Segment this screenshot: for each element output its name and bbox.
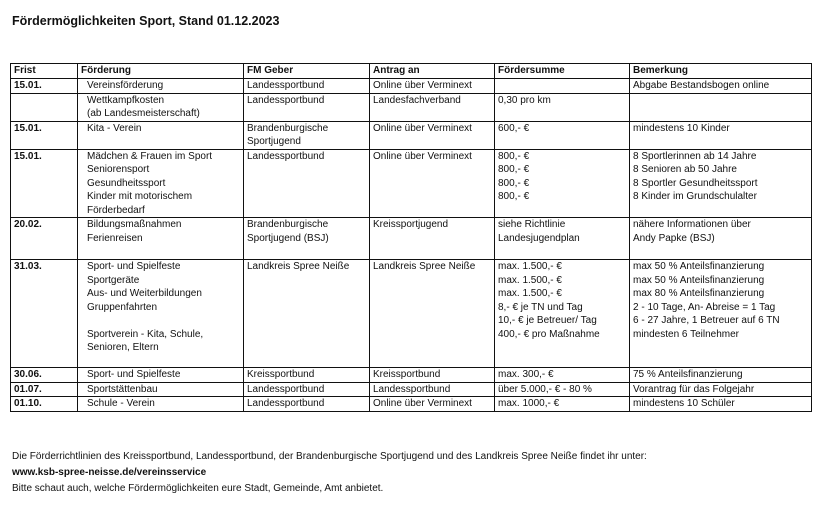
cell-line: Online über Verminext xyxy=(373,398,472,409)
cell-line: max. 300,- € xyxy=(498,369,554,380)
cell-line: Ferienreisen xyxy=(87,232,143,244)
cell-line: 8 Kinder im Grundschulalter xyxy=(633,191,757,202)
cell-line: Landessportbund xyxy=(373,383,451,395)
cell-line xyxy=(633,94,808,108)
cell-line: 75 % Anteilsfinanzierung xyxy=(633,369,743,380)
cell-line: Brandenburgische xyxy=(247,219,329,230)
cell-line: Landkreis Spree Neiße xyxy=(247,261,350,272)
cell-bemerkung xyxy=(630,79,812,94)
column-header-antrag-an: Antrag an xyxy=(370,64,495,79)
cell-line: 600,- € xyxy=(498,122,530,134)
cell-line: Abgabe Bestandsbogen online xyxy=(633,80,770,91)
cell-antrag-an xyxy=(370,260,495,368)
cell-line xyxy=(81,314,240,328)
cell-antrag-an xyxy=(370,79,495,94)
cell-line: Andy Papke (BSJ) xyxy=(633,232,715,244)
cell-foerderung xyxy=(78,260,244,368)
column-header-frist: Frist xyxy=(11,64,78,79)
cell-bemerkung xyxy=(630,382,812,397)
cell-line: Landessportbund xyxy=(247,398,325,409)
cell-line: max. 1000,- € xyxy=(498,398,560,409)
column-header-fm-geber: FM Geber xyxy=(244,64,370,79)
cell-frist: 15.01. xyxy=(11,79,78,94)
cell-antrag-an xyxy=(370,368,495,383)
cell-bemerkung xyxy=(630,218,812,260)
table-row xyxy=(11,79,812,94)
cell-foerdersumme xyxy=(495,79,630,94)
table-body xyxy=(11,79,812,412)
cell-line: Landesjugendplan xyxy=(498,232,580,244)
cell-line: Schule - Verein xyxy=(87,398,155,409)
cell-line: Gruppenfahrten xyxy=(87,301,158,313)
cell-frist: 15.01. xyxy=(11,149,78,218)
cell-foerderung xyxy=(78,218,244,260)
cell-line: Kreissportbund xyxy=(373,369,441,380)
cell-line: 800,- € xyxy=(498,164,530,175)
cell-frist: 31.03. xyxy=(11,260,78,368)
cell-line: Mädchen & Frauen im Sport xyxy=(87,150,213,162)
footer-link[interactable]: www.ksb-spree-neisse.de/vereinsservice xyxy=(12,467,207,478)
cell-line: Sportgeräte xyxy=(87,274,140,286)
cell-line: Landessportbund xyxy=(247,383,325,395)
cell-foerderung xyxy=(78,79,244,94)
cell-line: Sportverein - Kita, Schule, xyxy=(87,328,204,340)
cell-line: Sportstättenbau xyxy=(87,383,158,395)
cell-line: Vorantrag für das Folgejahr xyxy=(633,383,755,395)
cell-line: max 50 % Anteilsfinanzierung xyxy=(633,274,765,286)
footer-hint: Bitte schaut auch, welche Fördermöglichkeiten eure Stadt, Gemeinde, Amt anbietet. xyxy=(12,483,384,494)
cell-line: max 50 % Anteilsfinanzierung xyxy=(633,261,765,272)
cell-frist: 15.01. xyxy=(11,121,78,149)
cell-line: Online über Verminext xyxy=(373,150,472,162)
cell-bemerkung xyxy=(630,149,812,218)
cell-fm-geber xyxy=(244,121,370,149)
cell-line: 8 Sportler Gesundheitssport xyxy=(633,177,758,189)
table-row xyxy=(11,121,812,149)
cell-line: Sportjugend (BSJ) xyxy=(247,232,329,244)
cell-line: Kinder mit motorischem xyxy=(87,191,193,202)
cell-line: Senioren, Eltern xyxy=(87,342,159,353)
table-row xyxy=(11,93,812,121)
cell-bemerkung xyxy=(630,93,812,121)
cell-line: über 5.000,- € - 80 % xyxy=(498,383,592,395)
cell-foerdersumme xyxy=(495,218,630,260)
cell-antrag-an xyxy=(370,121,495,149)
cell-fm-geber xyxy=(244,382,370,397)
cell-line: 8 Senioren ab 50 Jahre xyxy=(633,164,737,175)
cell-line: Bildungsmaßnahmen xyxy=(87,219,182,230)
cell-frist: 01.10. xyxy=(11,397,78,412)
cell-line: nähere Informationen über xyxy=(633,219,751,230)
cell-foerderung xyxy=(78,368,244,383)
cell-line: Sport- und Spielfeste xyxy=(87,369,181,380)
cell-line: 0,30 pro km xyxy=(498,94,551,106)
cell-line: 8,- € je TN und Tag xyxy=(498,301,583,313)
cell-line: 800,- € xyxy=(498,191,530,202)
cell-line: Gesundheitssport xyxy=(87,177,166,189)
cell-line xyxy=(498,79,626,93)
cell-line: Landessportbund xyxy=(247,80,325,91)
table-header-row xyxy=(11,64,812,79)
cell-line: Kreissportbund xyxy=(247,369,315,380)
cell-line: Landessportbund xyxy=(247,94,325,106)
cell-line: Aus- und Weiterbildungen xyxy=(87,288,202,299)
cell-frist: 20.02. xyxy=(11,218,78,260)
cell-line: max 80 % Anteilsfinanzierung xyxy=(633,288,765,299)
cell-foerdersumme xyxy=(495,121,630,149)
cell-line: Wettkampfkosten xyxy=(87,94,165,106)
cell-line: Sport- und Spielfeste xyxy=(87,261,181,272)
cell-foerderung xyxy=(78,382,244,397)
cell-line: Landessportbund xyxy=(247,150,325,162)
table-row xyxy=(11,149,812,218)
page-title: Fördermöglichkeiten Sport, Stand 01.12.2023 xyxy=(12,14,280,28)
cell-foerdersumme xyxy=(495,93,630,121)
cell-antrag-an xyxy=(370,397,495,412)
cell-fm-geber xyxy=(244,397,370,412)
table-row xyxy=(11,382,812,397)
cell-bemerkung xyxy=(630,397,812,412)
cell-line: 800,- € xyxy=(498,177,530,189)
cell-fm-geber xyxy=(244,149,370,218)
cell-bemerkung xyxy=(630,368,812,383)
cell-line: Brandenburgische xyxy=(247,122,329,134)
cell-line: Kita - Verein xyxy=(87,122,142,134)
cell-line: Landkreis Spree Neiße xyxy=(373,261,476,272)
cell-line: 800,- € xyxy=(498,150,530,162)
column-header-foerderung: Förderung xyxy=(78,64,244,79)
cell-frist xyxy=(11,93,78,121)
cell-line: Landesfachverband xyxy=(373,94,461,106)
funding-table xyxy=(10,63,812,412)
cell-line: max. 1.500,- € xyxy=(498,274,562,286)
cell-foerdersumme xyxy=(495,382,630,397)
cell-foerderung xyxy=(78,149,244,218)
cell-fm-geber xyxy=(244,260,370,368)
cell-line: Online über Verminext xyxy=(373,80,472,91)
cell-frist: 30.06. xyxy=(11,368,78,383)
cell-line: Online über Verminext xyxy=(373,122,472,134)
cell-frist: 01.07. xyxy=(11,382,78,397)
cell-line: 8 Sportlerinnen ab 14 Jahre xyxy=(633,150,757,162)
cell-line: max. 1.500,- € xyxy=(498,261,562,272)
cell-line: Sportjugend xyxy=(247,136,301,147)
cell-line: max. 1.500,- € xyxy=(498,288,562,299)
cell-fm-geber xyxy=(244,368,370,383)
cell-foerderung xyxy=(78,397,244,412)
footer-note: Die Förderrichtlinien des Kreissportbund, Landessportbund, der Brandenburgische Sportjugend und des Landkreis Spree Neiße findet ihr unter: xyxy=(12,451,647,462)
cell-foerderung xyxy=(78,93,244,121)
cell-bemerkung xyxy=(630,260,812,368)
cell-foerdersumme xyxy=(495,368,630,383)
cell-line: Vereinsförderung xyxy=(87,80,164,91)
cell-bemerkung xyxy=(630,121,812,149)
cell-antrag-an xyxy=(370,382,495,397)
cell-line: 10,- € je Betreuer/ Tag xyxy=(498,315,597,326)
column-header-bemerkung: Bemerkung xyxy=(630,64,812,79)
cell-line: Förderbedarf xyxy=(87,204,145,216)
cell-line: Kreissportjugend xyxy=(373,219,449,230)
cell-line: (ab Landesmeisterschaft) xyxy=(87,108,200,119)
cell-line: mindestens 10 Kinder xyxy=(633,122,730,134)
table-row xyxy=(11,368,812,383)
cell-fm-geber xyxy=(244,79,370,94)
cell-foerderung xyxy=(78,121,244,149)
cell-antrag-an xyxy=(370,93,495,121)
cell-foerdersumme xyxy=(495,149,630,218)
cell-antrag-an xyxy=(370,149,495,218)
cell-line: siehe Richtlinie xyxy=(498,219,566,230)
cell-line: Seniorensport xyxy=(87,164,150,175)
cell-fm-geber xyxy=(244,93,370,121)
cell-line: mindesten 6 Teilnehmer xyxy=(633,328,739,340)
column-header-foerdersumme: Fördersumme xyxy=(495,64,630,79)
cell-line: 400,- € pro Maßnahme xyxy=(498,328,600,340)
cell-line: mindestens 10 Schüler xyxy=(633,398,735,409)
table-row xyxy=(11,260,812,368)
table-row xyxy=(11,397,812,412)
cell-foerdersumme xyxy=(495,397,630,412)
cell-line: 6 - 27 Jahre, 1 Betreuer auf 6 TN xyxy=(633,315,780,326)
cell-line: 2 - 10 Tage, An- Abreise = 1 Tag xyxy=(633,301,776,313)
cell-foerdersumme xyxy=(495,260,630,368)
table-row xyxy=(11,218,812,260)
cell-fm-geber xyxy=(244,218,370,260)
cell-antrag-an xyxy=(370,218,495,260)
